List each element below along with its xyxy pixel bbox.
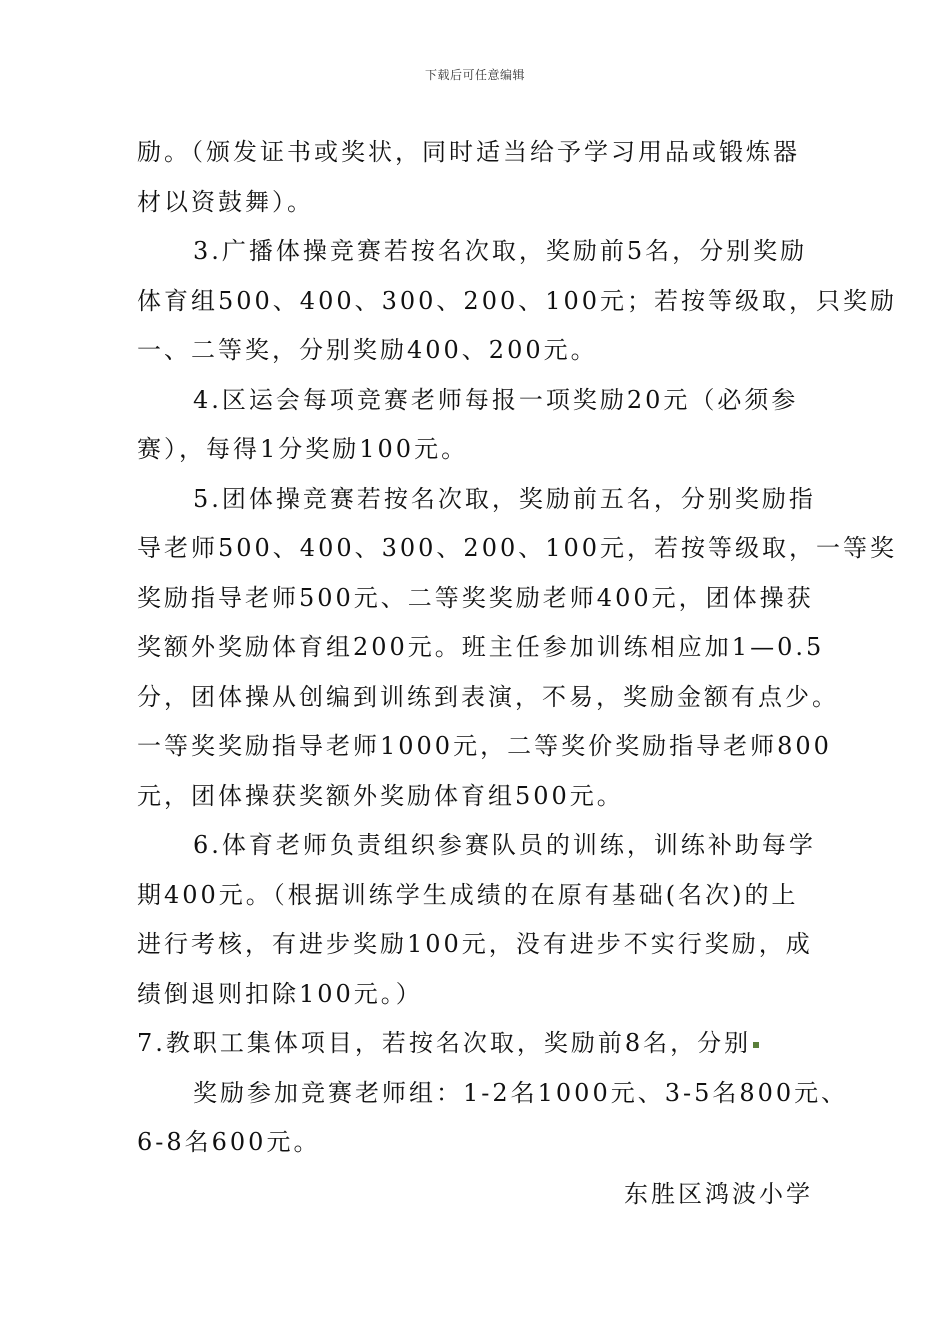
paragraph-line: 励。（颁发证书或奖状，同时适当给予学习用品或锻炼器 [137,138,800,166]
paragraph-line: 体育组500、400、300、200、100元；若按等级取，只奖励 [137,286,898,315]
page-header: 下载后可任意编辑 [424,68,525,82]
paragraph-line: 4.区运会每项竞赛老师每报一项奖励20元（必须参 [193,385,799,414]
paragraph-line: 6.体育老师负责组织参赛队员的训练，训练补助每学 [193,831,816,859]
paragraph-line: 5.团体操竞赛若按名次取，奖励前五名，分别奖励指 [193,484,816,513]
paragraph-line: 3.广播体操竞赛若按名次取，奖励前5名，分别奖励 [193,237,808,265]
paragraph-line: 6-8名600元。 [137,1128,321,1156]
paragraph-line: 奖励参加竞赛老师组：1-2名1000元、3-5名800元、 [193,1078,849,1107]
paragraph-line: 绩倒退则扣除100元。） [137,979,423,1008]
paragraph-line: 一等奖奖励指导老师1000元，二等奖价奖励指导老师800 [137,732,832,760]
paragraph-line: 进行考核，有进步奖励100元，没有进步不实行奖励，成 [137,930,813,958]
paragraph-line: 奖额外奖励体育组200元。班主任参加训练相应加1—0.5 [137,633,825,661]
document-body [137,128,898,1168]
paragraph-line: 期400元。（根据训练学生成绩的在原有基础(名次)的上 [137,880,799,909]
paragraph-line-with-marker [137,1019,817,1069]
paragraph-line: 赛），每得1分奖励100元。 [137,435,469,463]
paragraph-line-text: 7.教职工集体项目，若按名次取，奖励前8名，分别 [137,1029,752,1057]
paragraph-line: 导老师500、400、300、200、100元，若按等级取，一等奖 [137,534,898,562]
text-marker-icon [753,1042,759,1048]
paragraph-line: 一、二等奖，分别奖励400、200元。 [137,336,598,364]
paragraph-line: 材以资鼓舞）。 [137,187,314,216]
paragraph-line: 元，团体操获奖额外奖励体育组500元。 [137,781,624,810]
paragraph-line: 奖励指导老师500元、二等奖奖励老师400元，团体操获 [137,583,814,612]
signature: 东胜区鸿波小学 [624,1180,813,1208]
paragraph-line: 分，团体操从创编到训练到表演，不易，奖励金额有点少。 [137,682,839,711]
